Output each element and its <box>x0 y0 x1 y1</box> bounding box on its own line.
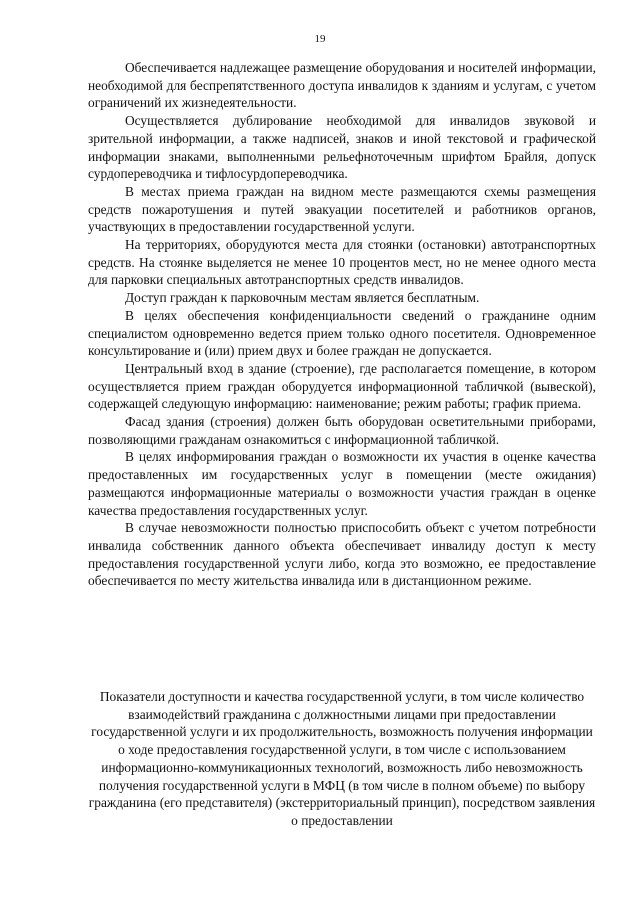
body-text <box>88 59 596 590</box>
section-heading: Показатели доступности и качества государственной услуги, в том числе количество взаимодействий гражданина с должностными лицами при предоставлении государственной услуги и их продолжительность, возможность получения информации о ходе предоставления государственной услуги, в том числе с использованием информационно-коммуникационных технологий, возможность либо невозможность получения государственной услуги в МФЦ (в том числе в полном объеме) по выбору гражданина (его представителя) (экстерриториальный принцип), посредством заявления о предоставлении <box>88 689 596 828</box>
paragraph: В случае невозможности полностью приспособить объект с учетом потребности инвалида собственник данного объекта обеспечивает инвалиду доступ к месту предоставления государственной услуги либо, когда это возможно, ее предоставление обеспечивается по месту жительства инвалида или в дистанционном режиме. <box>88 520 596 589</box>
paragraph: В целях обеспечения конфиденциальности сведений о гражданине одним специалистом одновременно ведется прием только одного посетителя. Одновременное консультирование и (или) прием двух и более граждан не допускается. <box>88 307 596 359</box>
paragraph: Осуществляется дублирование необходимой для инвалидов звуковой и зрительной информации, а также надписей, знаков и иной текстовой и графической информации знаками, выполненными рельефноточечным шрифтом Брайля, допуск сурдопереводчика и тифлосурдопереводчика. <box>88 113 596 182</box>
paragraph: В целях информирования граждан о возможности их участия в оценке качества предоставленных им государственных услуг в помещении (месте ожидания) размещаются информационные материалы о возможности участия граждан в оценке качества предоставления государственных услуг. <box>88 449 596 518</box>
paragraph: В местах приема граждан на видном месте размещаются схемы размещения средств пожаротушения и путей эвакуации посетителей и работников органов, участвующих в предоставлении государственной услуги. <box>88 183 596 235</box>
paragraph: Фасад здания (строения) должен быть оборудован осветительными приборами, позволяющими гражданам ознакомиться с информационной табличкой. <box>88 414 596 447</box>
paragraph: Обеспечивается надлежащее размещение оборудования и носителей информации, необходимой для беспрепятственного доступа инвалидов к зданиям и услугам, с учетом ограничений их жизнедеятельности. <box>88 60 596 111</box>
paragraph: На территориях, оборудуются места для стоянки (остановки) автотранспортных средств. На стоянке выделяется не менее 10 процентов мест, но не менее одного места для парковки специальных автотранспортных средств инвалидов. <box>88 237 596 288</box>
paragraph: Доступ граждан к парковочным местам является бесплатным. <box>125 290 480 306</box>
page-number: 19 <box>314 33 326 45</box>
paragraph: Центральный вход в здание (строение), где располагается помещение, в котором осуществляется прием граждан оборудуется информационной табличкой (вывеской), содержащей следующую информацию: наименование; режим работы; график приема. <box>88 360 596 412</box>
